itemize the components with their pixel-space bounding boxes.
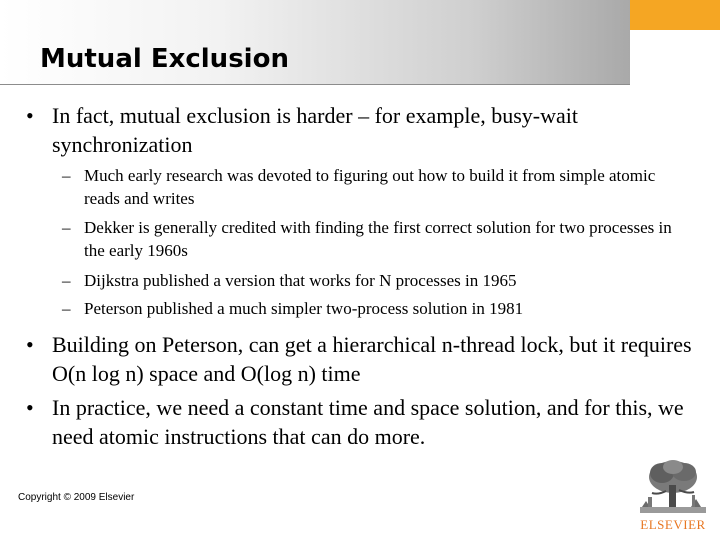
bullet-text: Building on Peterson, can get a hierarchical n-thread lock, but it requires O(n log n) space and O(log n) time	[52, 332, 692, 386]
dash-icon: –	[62, 299, 71, 318]
bullet-icon: •	[26, 103, 34, 128]
sub-bullet-text: Dekker is generally credited with finding the first correct solution for two processes in the early 1960s	[84, 218, 672, 260]
sub-bullet-text: Peterson published a much simpler two-process solution in 1981	[84, 299, 524, 318]
sub-bullet-item	[62, 269, 694, 292]
elsevier-tree-logo-icon	[636, 457, 710, 517]
bullet-item	[26, 393, 692, 451]
publisher-logo	[636, 457, 710, 537]
logo-wordmark: ELSEVIER	[640, 517, 706, 532]
bullet-item	[26, 330, 692, 388]
slide-title: Mutual Exclusion	[40, 44, 289, 74]
dash-icon: –	[62, 271, 71, 290]
bullet-icon: •	[26, 395, 34, 420]
bullet-icon: •	[26, 332, 34, 357]
bullet-text: In practice, we need a constant time and space solution, and for this, we need atomic instructions that can do more.	[52, 395, 684, 449]
bullet-item	[26, 101, 692, 159]
sub-bullet-text: Dijkstra published a version that works for N processes in 1965	[84, 271, 517, 290]
sub-bullet-item	[62, 164, 694, 210]
sub-bullet-text: Much early research was devoted to figuring out how to build it from simple atomic reads and writes	[84, 166, 656, 208]
dash-icon: –	[62, 166, 71, 185]
sub-bullet-item	[62, 297, 694, 320]
bullet-text: In fact, mutual exclusion is harder – for example, busy-wait synchronization	[52, 103, 579, 157]
dash-icon: –	[62, 218, 71, 237]
sub-bullet-item	[62, 216, 694, 262]
copyright-notice: Copyright © 2009 Elsevier	[18, 492, 135, 503]
